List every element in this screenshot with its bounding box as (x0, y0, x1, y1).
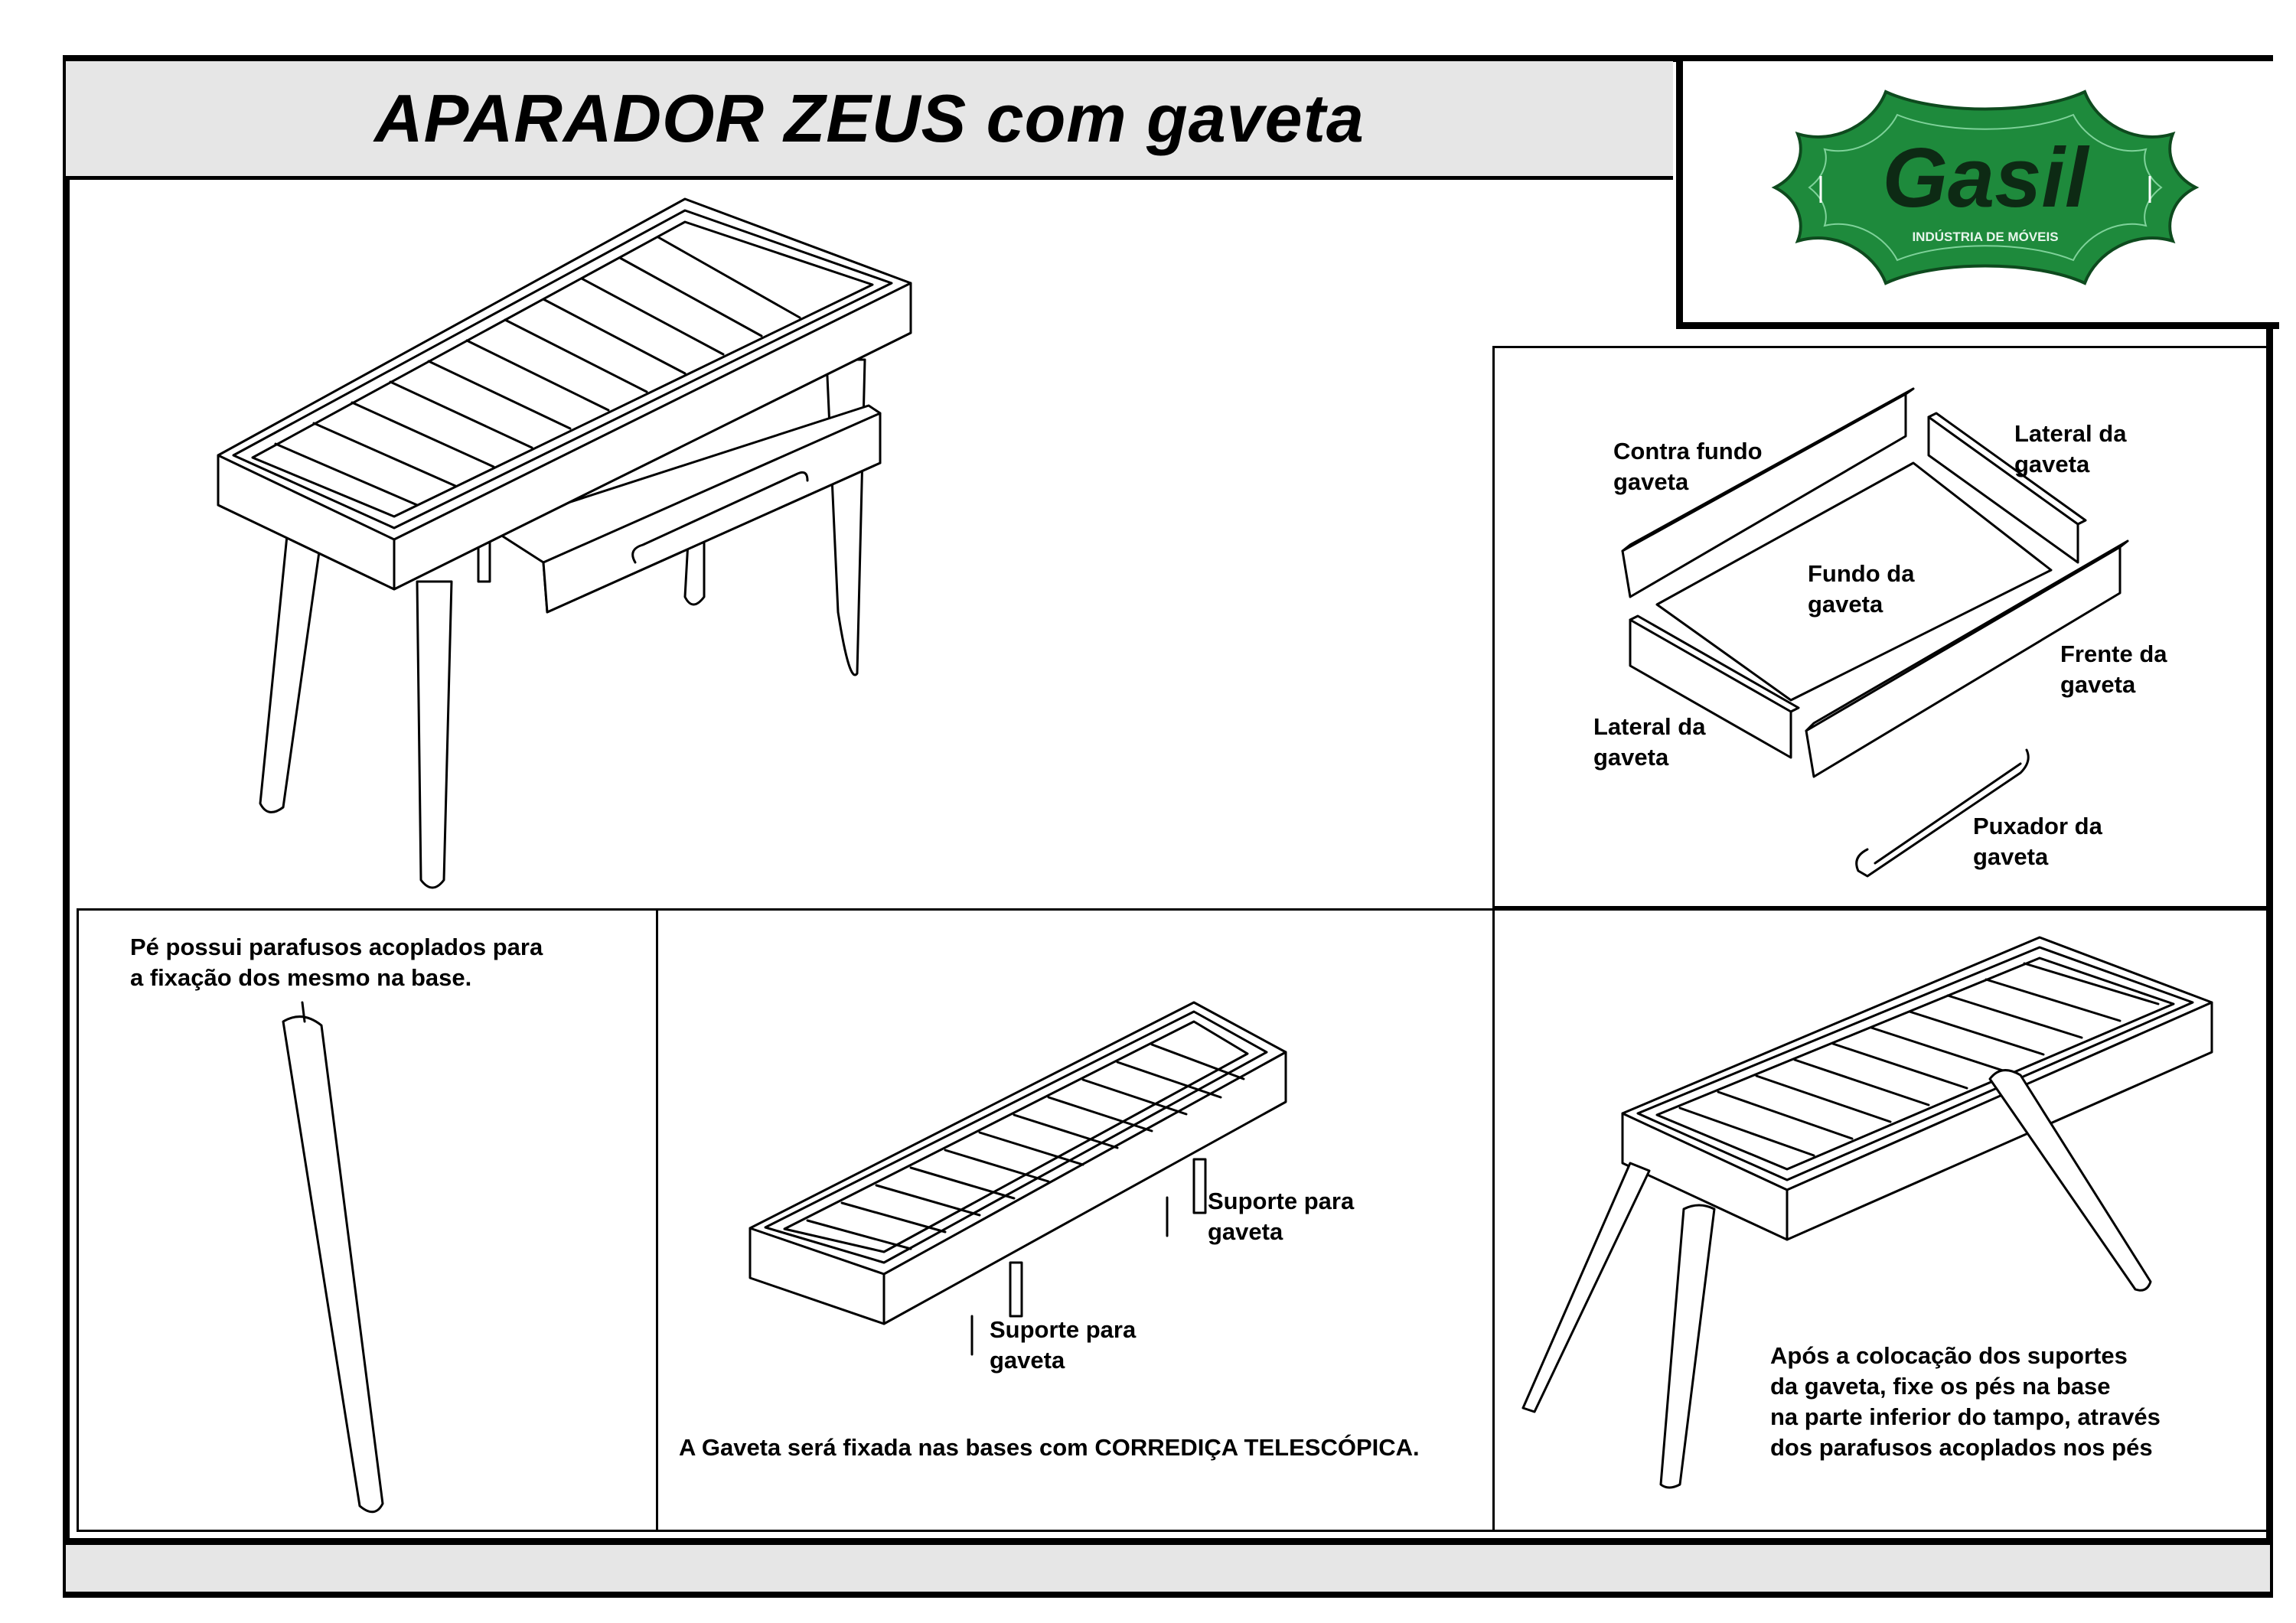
label-lateral-left: Lateral da gaveta (1593, 713, 1706, 771)
label-frente: Frente da gaveta (2060, 640, 2167, 698)
label-fundo: Fundo da gaveta (1808, 560, 1915, 618)
logo-brand: Gasil (1882, 131, 2089, 225)
page-title: APARADOR ZEUS com gaveta (374, 80, 1365, 156)
support-note: A Gaveta será fixada nas bases com CORREDIÇA TELESCÓPICA. (679, 1434, 1420, 1461)
label-lateral-right: Lateral da gaveta (2014, 420, 2127, 477)
label-support-left: Suporte para gaveta (990, 1316, 1137, 1374)
leg-note: Pé possui parafusos acoplados para a fixação dos mesmo na base. (130, 934, 543, 991)
label-contra-fundo: Contra fundo gaveta (1613, 438, 1763, 495)
feet-note: Após a colocação dos suportes da gaveta, fixe os pés na base na parte inferior do tampo, através dos parafusos acoplados nos pés (1770, 1342, 2161, 1461)
label-support-right: Suporte para gaveta (1208, 1188, 1355, 1245)
logo-tagline: INDÚSTRIA DE MÓVEIS (1912, 230, 2059, 244)
label-puxador: Puxador da gaveta (1973, 813, 2102, 870)
footer-band (66, 1538, 2270, 1592)
